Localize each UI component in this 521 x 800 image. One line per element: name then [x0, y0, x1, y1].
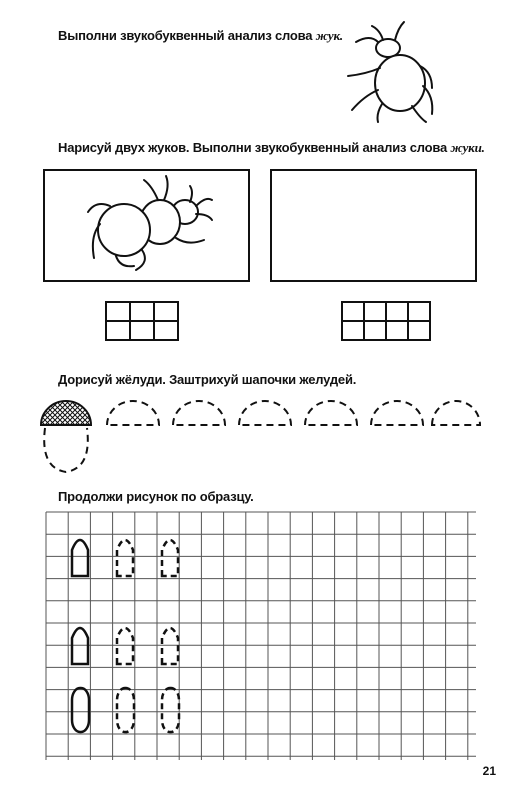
pattern-sample-shapes	[72, 540, 179, 732]
drawing-frame[interactable]	[271, 170, 476, 281]
sound-scheme-4[interactable]	[342, 302, 430, 340]
acorn-icon	[41, 401, 91, 472]
sound-scheme-3[interactable]	[106, 302, 178, 340]
task-1-word: жук.	[315, 28, 343, 43]
task-1-text: Выполни звукобуквенный анализ слова	[58, 28, 316, 43]
acorn-cap-outline[interactable]	[239, 401, 291, 425]
task-4-instruction: Продолжи рисунок по образцу.	[58, 489, 254, 504]
page-number: 21	[482, 764, 496, 778]
acorn-cap-outline[interactable]	[432, 401, 480, 425]
task-2-word: жуки.	[450, 140, 485, 155]
acorn-cap-outline[interactable]	[305, 401, 357, 425]
beetle-icon	[348, 22, 432, 122]
squared-grid[interactable]	[46, 512, 476, 760]
acorn-cap-outline[interactable]	[173, 401, 225, 425]
task-2-text: Нарисуй двух жуков. Выполни звукобуквенный анализ слова	[58, 140, 451, 155]
acorn-cap-outline[interactable]	[107, 401, 159, 425]
acorn-cap-outline[interactable]	[371, 401, 423, 425]
beetle-icon	[88, 176, 212, 270]
task-3-instruction: Дорисуй жёлуди. Заштрихуй шапочки желудей.	[58, 372, 357, 387]
